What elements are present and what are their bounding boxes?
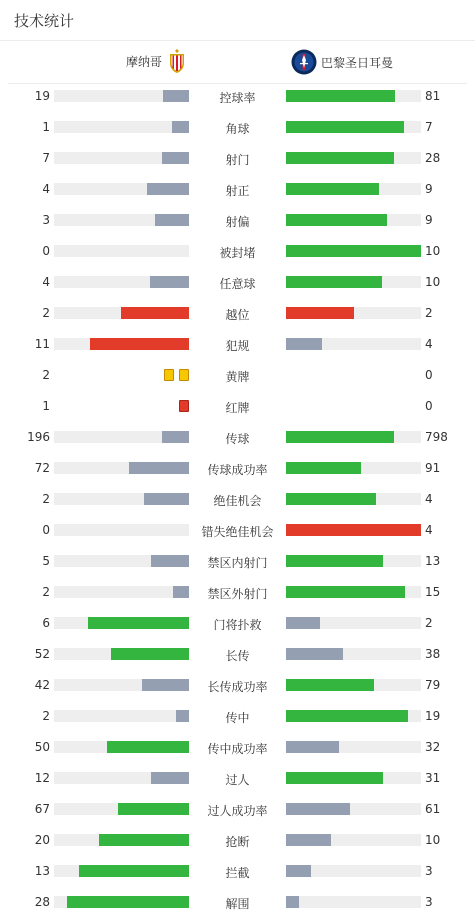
home-bar-fill <box>162 431 189 443</box>
stat-row <box>0 267 475 298</box>
home-bar-fill <box>67 896 189 908</box>
home-bar-fill <box>99 834 189 846</box>
away-bar-track <box>286 710 421 722</box>
away-bar-fill <box>286 152 394 164</box>
stat-row <box>0 670 475 701</box>
home-bar-track <box>54 710 189 722</box>
home-stat-value: 1 <box>42 399 50 413</box>
away-bar-fill <box>286 214 387 226</box>
home-bar-fill <box>173 586 189 598</box>
home-bar-track <box>54 834 189 846</box>
stat-label: 过人 <box>225 773 250 787</box>
stat-row <box>0 360 475 391</box>
home-bar-track <box>54 214 189 226</box>
stat-label: 禁区外射门 <box>207 587 268 601</box>
away-stat-value: 2 <box>425 616 433 630</box>
away-bar-track <box>286 586 421 598</box>
home-bar-track <box>54 183 189 195</box>
home-bar-fill <box>88 617 189 629</box>
away-bar-fill <box>286 493 376 505</box>
stat-row <box>0 205 475 236</box>
home-stat-value: 20 <box>34 833 50 847</box>
stat-label: 红牌 <box>225 401 250 415</box>
away-bar-track <box>286 803 421 815</box>
yellow-card-icon <box>164 369 174 381</box>
away-bar-fill <box>286 679 374 691</box>
away-bar-fill <box>286 555 383 567</box>
stat-label: 射正 <box>225 184 250 198</box>
home-stat-value: 67 <box>34 802 50 816</box>
stat-row <box>0 732 475 763</box>
away-team[interactable] <box>291 49 393 75</box>
home-bar-fill <box>142 679 189 691</box>
home-bar-track <box>54 555 189 567</box>
home-bar-track <box>54 586 189 598</box>
away-bar-fill <box>286 710 408 722</box>
away-stat-value: 81 <box>425 89 441 103</box>
home-stat-value: 6 <box>42 616 50 630</box>
stat-label: 控球率 <box>219 91 256 105</box>
away-stat-value: 0 <box>425 368 433 382</box>
away-stat-value: 19 <box>425 709 441 723</box>
away-bar-fill <box>286 803 350 815</box>
stat-row <box>0 81 475 112</box>
stat-row <box>0 329 475 360</box>
home-bar-track <box>54 741 189 753</box>
stat-row <box>0 174 475 205</box>
stat-row <box>0 453 475 484</box>
away-bar-fill <box>286 90 395 102</box>
away-bar-track <box>286 648 421 660</box>
away-bar-track <box>286 555 421 567</box>
away-bar-fill <box>286 834 331 846</box>
monaco-crest-icon <box>168 49 186 73</box>
away-bar-track <box>286 276 421 288</box>
away-bar-track <box>286 183 421 195</box>
home-stat-value: 3 <box>42 213 50 227</box>
stat-label: 传球 <box>225 432 250 446</box>
away-stat-value: 4 <box>425 523 433 537</box>
home-stat-value: 2 <box>42 306 50 320</box>
stat-label: 解围 <box>225 897 250 911</box>
home-bar-track <box>54 493 189 505</box>
stat-label: 被封堵 <box>219 246 256 260</box>
home-bar-fill <box>129 462 189 474</box>
away-bar-track <box>286 865 421 877</box>
home-cards <box>179 400 189 412</box>
stat-row <box>0 236 475 267</box>
stat-row <box>0 515 475 546</box>
away-bar-fill <box>286 586 405 598</box>
away-bar-track <box>286 679 421 691</box>
stat-label: 禁区内射门 <box>207 556 268 570</box>
away-bar-fill <box>286 772 383 784</box>
away-stat-value: 91 <box>425 461 441 475</box>
stat-row <box>0 577 475 608</box>
away-bar-fill <box>286 307 354 319</box>
stat-label: 绝佳机会 <box>213 494 262 508</box>
home-bar-track <box>54 772 189 784</box>
away-stat-value: 9 <box>425 213 433 227</box>
away-bar-track <box>286 152 421 164</box>
away-bar-track <box>286 493 421 505</box>
away-stat-value: 0 <box>425 399 433 413</box>
stats-list <box>0 81 475 918</box>
home-stat-value: 0 <box>42 523 50 537</box>
home-stat-value: 2 <box>42 709 50 723</box>
away-bar-fill <box>286 245 421 257</box>
home-stat-value: 2 <box>42 368 50 382</box>
stat-row <box>0 887 475 918</box>
away-stat-value: 3 <box>425 864 433 878</box>
home-bar-fill <box>162 152 189 164</box>
away-stat-value: 4 <box>425 492 433 506</box>
stat-label: 角球 <box>225 122 250 136</box>
stat-row <box>0 639 475 670</box>
home-stat-value: 50 <box>34 740 50 754</box>
stat-row <box>0 298 475 329</box>
away-bar-fill <box>286 183 379 195</box>
stat-label: 抢断 <box>225 835 250 849</box>
away-stat-value: 38 <box>425 647 441 661</box>
home-bar-fill <box>107 741 189 753</box>
away-stat-value: 2 <box>425 306 433 320</box>
home-bar-track <box>54 524 189 536</box>
away-bar-fill <box>286 276 382 288</box>
home-stat-value: 13 <box>34 864 50 878</box>
stat-label: 传中 <box>225 711 250 725</box>
away-bar-track <box>286 772 421 784</box>
away-bar-track <box>286 338 421 350</box>
stat-row <box>0 422 475 453</box>
home-stat-value: 72 <box>34 461 50 475</box>
home-bar-fill <box>163 90 189 102</box>
title-bar <box>0 0 475 41</box>
stat-label: 门将扑救 <box>213 618 262 632</box>
away-bar-track <box>286 245 421 257</box>
away-stat-value: 28 <box>425 151 441 165</box>
stat-row <box>0 143 475 174</box>
home-bar-track <box>54 648 189 660</box>
away-stat-value: 61 <box>425 802 441 816</box>
stat-label: 过人成功率 <box>207 804 268 818</box>
home-team-name: 摩纳哥 <box>126 54 163 69</box>
home-stat-value: 19 <box>34 89 50 103</box>
home-stat-value: 11 <box>34 337 50 351</box>
away-bar-fill <box>286 431 394 443</box>
home-stat-value: 4 <box>42 275 50 289</box>
stat-label: 传中成功率 <box>207 742 268 756</box>
away-bar-track <box>286 524 421 536</box>
away-bar-track <box>286 834 421 846</box>
stat-label: 射偏 <box>225 215 250 229</box>
away-stat-value: 79 <box>425 678 441 692</box>
away-stat-value: 9 <box>425 182 433 196</box>
home-stat-value: 4 <box>42 182 50 196</box>
away-stat-value: 7 <box>425 120 433 134</box>
away-team-name: 巴黎圣日耳曼 <box>321 55 394 70</box>
away-bar-track <box>286 617 421 629</box>
stat-row <box>0 701 475 732</box>
away-bar-fill <box>286 896 299 908</box>
away-bar-fill <box>286 741 339 753</box>
psg-crest-icon <box>291 49 317 75</box>
home-stat-value: 5 <box>42 554 50 568</box>
stat-label: 拦截 <box>225 866 250 880</box>
away-bar-fill <box>286 648 343 660</box>
home-stat-value: 196 <box>27 430 50 444</box>
home-bar-fill <box>176 710 189 722</box>
away-stat-value: 10 <box>425 275 441 289</box>
home-bar-track <box>54 338 189 350</box>
away-stat-value: 31 <box>425 771 441 785</box>
home-bar-fill <box>144 493 189 505</box>
stat-label: 越位 <box>225 308 250 322</box>
away-bar-track <box>286 431 421 443</box>
away-bar-fill <box>286 338 322 350</box>
home-stat-value: 12 <box>34 771 50 785</box>
stat-row <box>0 794 475 825</box>
away-bar-track <box>286 741 421 753</box>
stat-row <box>0 391 475 422</box>
home-bar-fill <box>79 865 189 877</box>
stat-row <box>0 825 475 856</box>
away-stat-value: 3 <box>425 895 433 909</box>
stat-label: 黄牌 <box>225 370 250 384</box>
away-bar-fill <box>286 524 421 536</box>
home-bar-track <box>54 431 189 443</box>
home-bar-track <box>54 90 189 102</box>
away-bar-track <box>286 462 421 474</box>
home-bar-track <box>54 679 189 691</box>
home-bar-fill <box>118 803 189 815</box>
home-bar-fill <box>90 338 189 350</box>
teams-header <box>8 41 467 84</box>
home-bar-fill <box>147 183 189 195</box>
stat-label: 射门 <box>225 153 250 167</box>
page-title: 技术统计 <box>14 12 75 30</box>
home-stat-value: 2 <box>42 585 50 599</box>
home-bar-fill <box>151 555 189 567</box>
home-team[interactable] <box>126 49 186 73</box>
stat-label: 任意球 <box>219 277 256 291</box>
away-stat-value: 13 <box>425 554 441 568</box>
stat-row <box>0 608 475 639</box>
away-stat-value: 32 <box>425 740 441 754</box>
away-stat-value: 15 <box>425 585 441 599</box>
stat-label: 错失绝佳机会 <box>201 525 274 539</box>
home-bar-track <box>54 307 189 319</box>
home-bar-track <box>54 896 189 908</box>
home-bar-track <box>54 276 189 288</box>
home-bar-fill <box>121 307 189 319</box>
away-stat-value: 798 <box>425 430 448 444</box>
stat-label: 传球成功率 <box>207 463 268 477</box>
home-stat-value: 28 <box>34 895 50 909</box>
away-bar-fill <box>286 865 311 877</box>
away-stat-value: 10 <box>425 833 441 847</box>
stat-row <box>0 112 475 143</box>
home-bar-track <box>54 245 189 257</box>
home-bar-track <box>54 865 189 877</box>
stat-label: 长传成功率 <box>207 680 268 694</box>
away-bar-fill <box>286 121 404 133</box>
away-bar-track <box>286 896 421 908</box>
home-stat-value: 2 <box>42 492 50 506</box>
home-bar-track <box>54 617 189 629</box>
stat-row <box>0 763 475 794</box>
home-bar-track <box>54 803 189 815</box>
home-bar-fill <box>155 214 189 226</box>
away-bar-track <box>286 121 421 133</box>
away-bar-fill <box>286 617 320 629</box>
home-bar-track <box>54 462 189 474</box>
stat-row <box>0 856 475 887</box>
home-stat-value: 0 <box>42 244 50 258</box>
away-bar-track <box>286 214 421 226</box>
home-stat-value: 1 <box>42 120 50 134</box>
away-bar-fill <box>286 462 361 474</box>
home-stat-value: 52 <box>34 647 50 661</box>
away-stat-value: 10 <box>425 244 441 258</box>
home-stat-value: 42 <box>34 678 50 692</box>
red-card-icon <box>179 400 189 412</box>
stat-label: 长传 <box>225 649 250 663</box>
home-bar-fill <box>111 648 189 660</box>
yellow-card-icon <box>179 369 189 381</box>
away-bar-track <box>286 307 421 319</box>
stat-row <box>0 484 475 515</box>
stat-label: 犯规 <box>225 339 250 353</box>
home-bar-track <box>54 121 189 133</box>
home-bar-fill <box>150 276 189 288</box>
stat-row <box>0 546 475 577</box>
home-stat-value: 7 <box>42 151 50 165</box>
home-cards <box>164 369 189 381</box>
home-bar-fill <box>151 772 189 784</box>
home-bar-track <box>54 152 189 164</box>
away-bar-track <box>286 90 421 102</box>
home-bar-fill <box>172 121 189 133</box>
away-stat-value: 4 <box>425 337 433 351</box>
